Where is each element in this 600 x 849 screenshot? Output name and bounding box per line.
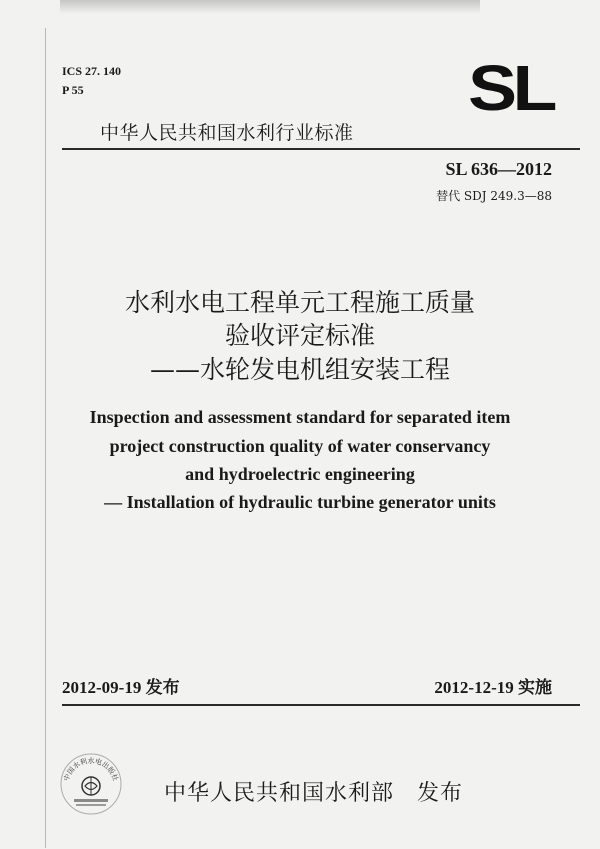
standard-number: SL 636—2012 (445, 159, 552, 179)
title-en-line2: project construction quality of water conservancy (109, 436, 491, 456)
title-cn-line1: 水利水电工程单元工程施工质量 (124, 288, 475, 317)
implementation-date: 2012-12-19 实施 (434, 678, 552, 697)
scan-shadow (60, 0, 480, 14)
title-cn-line3: ——水轮发电机组安装工程 (149, 355, 450, 384)
issue-date: 2012-09-19 发布 (62, 678, 180, 697)
industry-standard-name: 中华人民共和国水利行业标准 (100, 122, 354, 144)
publisher-stamp-icon (56, 748, 126, 818)
replaces-standard: 替代 SDJ 249.3—88 (436, 189, 552, 203)
issuing-authority: 中华人民共和国水利部 发布 (164, 781, 464, 806)
title-en-line4: — Installation of hydraulic turbine generator units (104, 492, 496, 512)
title-cn-line2: 验收评定标准 (224, 321, 375, 350)
stamp-text: 中国水利水电出版社 (62, 757, 120, 783)
footer-divider (62, 704, 580, 706)
title-en-line1: Inspection and assessment standard for separated item (89, 407, 511, 427)
title-en-line3: and hydroelectric engineering (185, 464, 415, 484)
sl-logo: SL (468, 52, 553, 124)
ccs-code: P 55 (62, 83, 84, 97)
header-divider (62, 148, 580, 150)
ics-code: ICS 27. 140 (62, 64, 122, 78)
